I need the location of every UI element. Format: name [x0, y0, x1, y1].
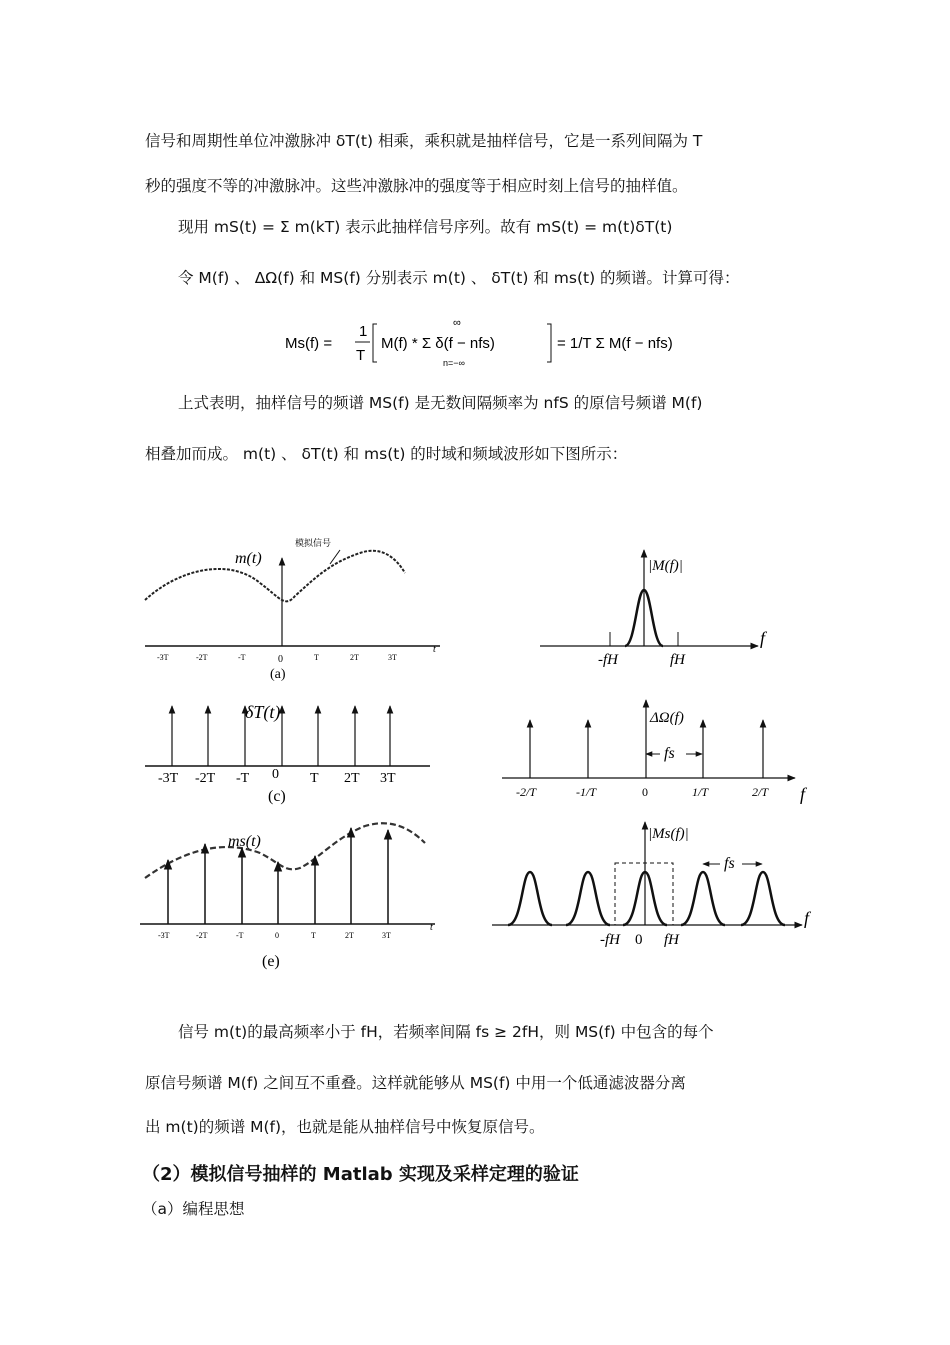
eq-rhs: = 1/T Σ M(f − nfs) — [557, 335, 673, 352]
panel-f-tick: 0 — [635, 932, 643, 948]
panel-c-tick: 0 — [272, 767, 279, 782]
panel-e-title: ms(t) — [228, 833, 261, 850]
panel-a-tick: T — [314, 653, 319, 662]
panel-c-title: δT(t) — [245, 702, 281, 722]
panel-b-axis: f — [760, 628, 766, 648]
panel-c-tick: -3T — [158, 771, 179, 786]
panel-b-tick: fH — [670, 652, 685, 668]
panel-b-spectrum — [540, 550, 768, 668]
paragraph-line-8: 原信号频谱 M(f) 之间互不重叠。这样就能够从 MS(f) 中用一个低通滤波器分离 — [145, 1074, 686, 1092]
paragraph-line-4: 令 M(f) 、 ΔΩ(f) 和 MS(f) 分别表示 m(t) 、 δT(t) 和 ms(t) 的频谱。计算可得： — [178, 269, 740, 287]
panel-f-sampled-spectrum — [492, 822, 812, 948]
panel-e-tick: T — [311, 931, 316, 940]
paragraph-line-2: 秒的强度不等的冲激脉冲。这些冲激脉冲的强度等于相应时刻上信号的抽样值。 — [145, 177, 688, 195]
paragraph-line-6: 相叠加而成。 m(t) 、 δT(t) 和 ms(t) 的时域和频域波形如下图所示： — [145, 445, 628, 463]
panel-e-caption: (e) — [262, 953, 280, 970]
panel-c-impulse-train — [145, 702, 430, 805]
panel-f-fs: fs — [724, 855, 735, 872]
panel-d-tick: -1/T — [576, 785, 597, 799]
panel-d-axis: f — [800, 784, 806, 804]
panel-e-tick: -3T — [158, 931, 170, 940]
panel-e-tick: 0 — [275, 931, 279, 940]
eq-sum-top: ∞ — [453, 318, 461, 329]
panel-a-tick: -2T — [196, 653, 208, 662]
panel-c-tick: 3T — [380, 771, 396, 786]
subsection-heading: （a）编程思想 — [142, 1200, 245, 1218]
panel-d-fs: fs — [664, 745, 675, 762]
panel-a-tick: -3T — [157, 653, 169, 662]
panel-a-note: 模拟信号 — [295, 538, 332, 548]
eq-frac-num: 1 — [359, 323, 368, 340]
panel-d-title: ΔΩ(f) — [650, 710, 684, 726]
panel-d-comb-spectrum — [502, 700, 808, 804]
panel-e-tick: -2T — [196, 931, 208, 940]
panel-e-tick: -T — [236, 931, 244, 940]
panel-b-tick: -fH — [598, 652, 618, 668]
panel-a-caption: (a) — [270, 667, 286, 682]
eq-sum-bot: n=−∞ — [443, 358, 465, 368]
panel-b-title: |M(f)| — [648, 558, 683, 574]
panel-e-tick: 3T — [382, 931, 391, 940]
sampling-figure — [130, 528, 820, 978]
panel-c-tick: -2T — [195, 771, 216, 786]
panel-e-tick: 2T — [345, 931, 354, 940]
panel-a-tick: -T — [238, 653, 246, 662]
panel-f-tick: -fH — [600, 932, 620, 948]
panel-c-caption: (c) — [268, 788, 286, 805]
paragraph-line-3: 现用 mS(t) = Σ m(kT) 表示此抽样信号序列。故有 mS(t) = m(t)δT(t) — [178, 218, 673, 236]
panel-c-tick: T — [310, 771, 319, 786]
panel-d-tick: -2/T — [516, 785, 537, 799]
panel-f-axis: f — [804, 908, 810, 928]
eq-frac-den: T — [356, 347, 366, 364]
panel-a-tick: 2T — [350, 653, 359, 662]
panel-e-sampled-signal — [140, 823, 435, 970]
panel-a-tick: 3T — [388, 653, 397, 662]
panel-e-axis: t — [430, 922, 433, 933]
panel-d-tick: 2/T — [752, 785, 769, 799]
eq-lhs: Ms(f) = — [285, 335, 333, 352]
panel-d-tick: 0 — [642, 785, 648, 799]
section-heading: （2）模拟信号抽样的 Matlab 实现及采样定理的验证 — [142, 1164, 579, 1185]
paragraph-line-5: 上式表明，抽样信号的频谱 MS(f) 是无数间隔频率为 nfS 的原信号频谱 M(f) — [178, 394, 703, 412]
paragraph-line-1: 信号和周期性单位冲激脉冲 δT(t) 相乘，乘积就是抽样信号，它是一系列间隔为 T — [145, 132, 703, 150]
panel-f-tick: fH — [664, 932, 679, 948]
panel-c-tick: -T — [236, 771, 250, 786]
panel-a-tick: 0 — [278, 654, 283, 665]
panel-d-tick: 1/T — [692, 785, 709, 799]
sampling-spectrum-equation — [285, 318, 715, 370]
panel-a-time-signal — [145, 537, 440, 682]
panel-a-axis: t — [433, 644, 436, 655]
panel-f-title: |Ms(f)| — [648, 826, 689, 842]
panel-a-title: m(t) — [235, 550, 262, 567]
eq-inner: M(f) * Σ δ(f − nfs) — [381, 335, 495, 352]
panel-c-tick: 2T — [344, 771, 360, 786]
paragraph-line-7: 信号 m(t)的最高频率小于 fH，若频率间隔 fs ≥ 2fH，则 MS(f) 中包含的每个 — [178, 1023, 714, 1041]
paragraph-line-9: 出 m(t)的频谱 M(f)，也就是能从抽样信号中恢复原信号。 — [145, 1118, 545, 1136]
